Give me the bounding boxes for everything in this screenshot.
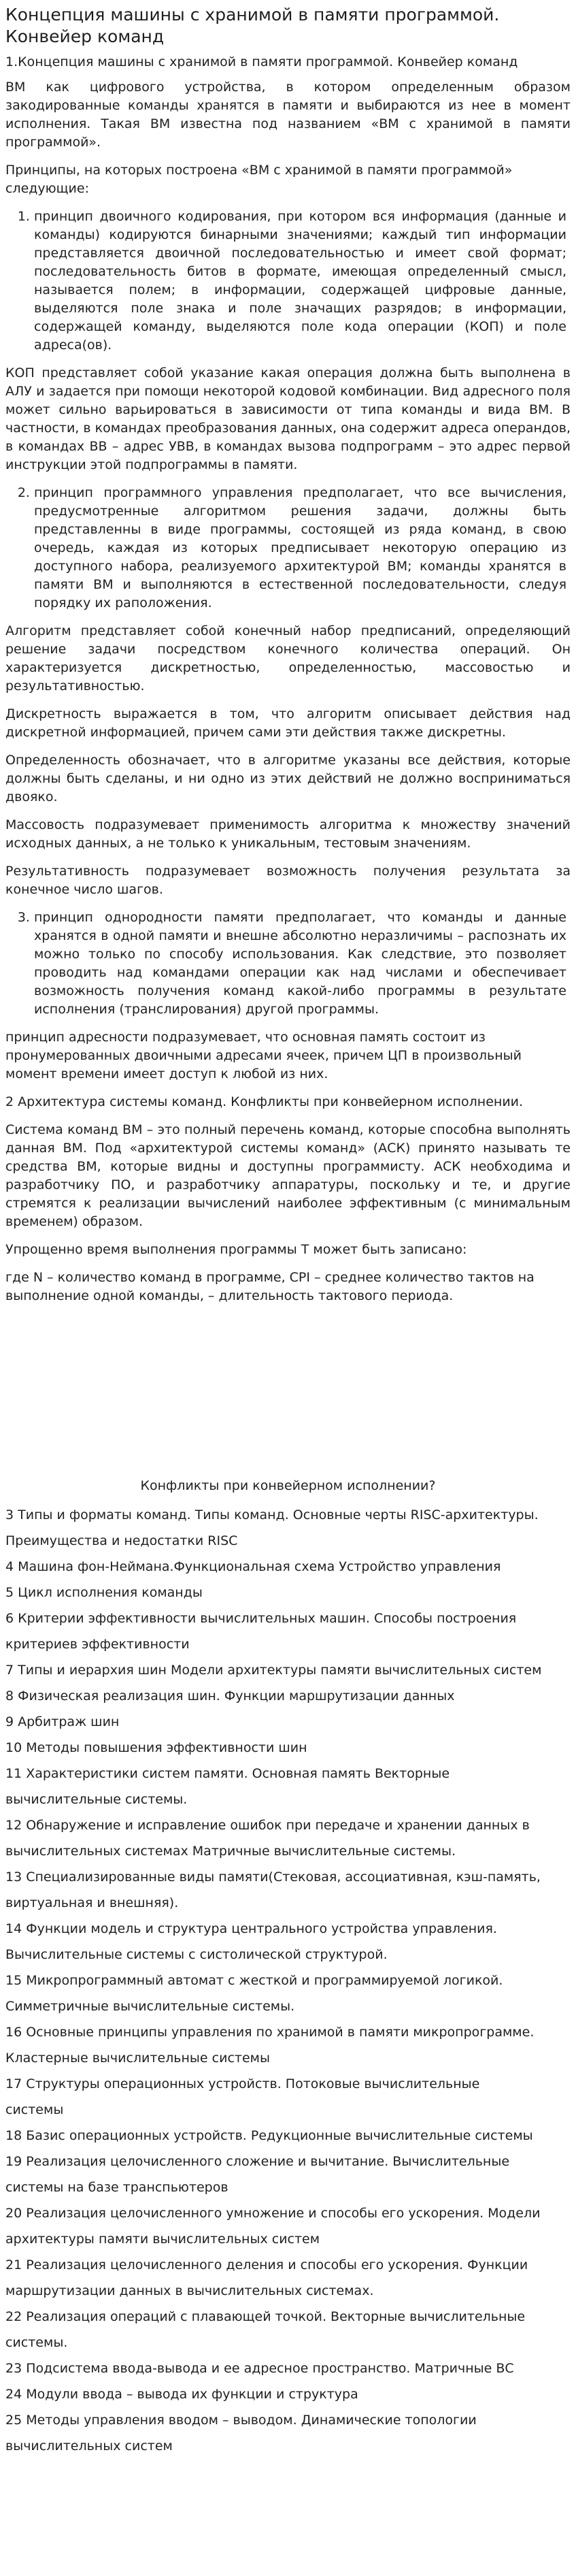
topic-line: Вычислительные системы с систолической структурой. xyxy=(5,1947,388,1962)
paragraph-isa: Система команд ВМ – это полный перечень команд, которые способна выполнять данная ВМ. Под «архитектурой системы команд» (АСК) принято называть те средства ВМ, которые видны и доступны программисту. АСК необходима и разработчику ПО, и разработчику аппаратуры, поскольку и те, и другие стремятся к реализации вычислений наиболее эффективным (с минимальным временем) образом. xyxy=(5,1122,571,1229)
topic-line: 13 Специализированные виды памяти(Стековая, ассоциативная, кэш-память, xyxy=(5,1870,541,1885)
topic-line: системы xyxy=(5,2102,64,2117)
topic-line: 20 Реализация целочисленного умножение и способы его ускорения. Модели xyxy=(5,2206,541,2221)
topic-line: Преимущества и недостатки RISC xyxy=(5,1533,238,1548)
paragraph-effectiveness: Результативность подразумевает возможность получения результата за конечное число шагов. xyxy=(5,864,571,897)
topic-line: 23 Подсистема ввода-вывода и ее адресное пространство. Матричные ВС xyxy=(5,2361,514,2376)
paragraph-algorithm: Алгоритм представляет собой конечный набор предписаний, определяющий решение задачи посредством конечного количества операций. Он характеризуется дискретностью, определенностью, массовостью и результативностью. xyxy=(5,623,571,694)
paragraph-addressing: принцип адресности подразумевает, что основная память состоит из пронумерованных двоичными адресами ячеек, причем ЦП в произвольный момент времени имеет доступ к любой из них. xyxy=(5,1030,522,1081)
topic-line: 19 Реализация целочисленного сложение и вычитание. Вычислительные xyxy=(5,2154,510,2169)
topic-line: виртуальная и внешняя). xyxy=(5,1895,179,1910)
topic-line: архитектуры памяти вычислительных систем xyxy=(5,2232,320,2247)
blank-gap xyxy=(5,1315,571,1477)
paragraph-discreteness: Дискретность выражается в том, что алгоритм описывает действия над дискретной информацией, причем сами эти действия также дискретны. xyxy=(5,706,571,740)
paragraph-principles-intro: Принципы, на которых построена «ВМ с хранимой в памяти программой» следующие: xyxy=(5,163,513,196)
topic-line: 8 Физическая реализация шин. Функции маршрутизации данных xyxy=(5,1689,455,1703)
principles-list-2 xyxy=(5,484,571,613)
topic-line: 5 Цикл исполнения команды xyxy=(5,1585,203,1600)
principles-list-1 xyxy=(5,208,571,355)
paragraph-exec-time: Упрощенно время выполнения программы T может быть записано: xyxy=(5,1242,467,1257)
principles-list-3 xyxy=(5,909,571,1019)
topic-line: 7 Типы и иерархия шин Модели архитектуры памяти вычислительных систем xyxy=(5,1663,542,1678)
topic-line: 10 Методы повышения эффективности шин xyxy=(5,1740,307,1755)
topic-line: 15 Микропрограммный автомат с жесткой и программируемой логикой. xyxy=(5,1973,503,1988)
principle-program-control: 2. принцип программного управления предполагает, что все вычисления, предусмотренные алгоритмом решения задачи, должны быть представленны в виде программы, состоящей из ряда команд, в свою очередь, каждая из которых предписывает некоторую операцию из доступного набора, реализуемого архитектурой ВМ; команды хранятся в памяти ВМ и выполняются в естественной последовательности, следуя порядку их раположения. xyxy=(34,484,571,613)
topic-line: Кластерные вычислительные системы xyxy=(5,2051,270,2066)
topic-line: маршрутизации данных в вычислительных системах. xyxy=(5,2283,374,2298)
topic-line: критериев эффективности xyxy=(5,1637,190,1652)
paragraph-vm-definition: ВМ как цифрового устройства, в котором определенным образом закодированные команды хранятся в памяти и выбираются из нее в момент исполнения. Такая ВМ известна под названием «ВМ с хранимой в памяти программой». xyxy=(5,80,571,150)
topic-line: 17 Структуры операционных устройств. Потоковые вычислительные xyxy=(5,2076,480,2091)
document-page xyxy=(0,4,576,2459)
principle-binary-coding: 1. принцип двоичного кодирования, при котором вся информация (данные и команды) кодируются бинарными значениями; каждый тип информации представляется двоичной последовательностью и имеет свой формат; последовательность битов в формате, имеющая определенный смысл, называется полем; в информации, содержащей цифровые данные, выделяются поле знака и поле значащих разрядов; в информации, содержащей команду, выделяются поле кода операции (КОП) и поле адреса(ов). xyxy=(34,208,571,355)
topic-line: 16 Основные принципы управления по хранимой в памяти микропрограмме. xyxy=(5,2025,535,2040)
topic-line: 9 Арбитраж шин xyxy=(5,1714,120,1729)
topic-line: вычислительных системах Матричные вычислительные системы. xyxy=(5,1844,456,1859)
topic-line: 21 Реализация целочисленного деления и способы его ускорения. Функции xyxy=(5,2257,528,2272)
topic-line: 12 Обнаружение и исправление ошибок при передаче и хранении данных в xyxy=(5,1818,530,1833)
topics-list xyxy=(5,1502,571,2459)
topic-line: 3 Типы и форматы команд. Типы команд. Основные черты RISC-архитектуры. xyxy=(5,1507,539,1522)
topic-line: вычислительные системы. xyxy=(5,1792,188,1807)
topic-line: системы. xyxy=(5,2335,68,2350)
paragraph-definiteness: Определенность обозначает, что в алгоритме указаны все действия, которые должны быть сделаны, и ни одно из этих действий не должно восприниматься двояко. xyxy=(5,753,571,804)
section-heading-isa: 2 Архитектура системы команд. Конфликты при конвейерном исполнении. xyxy=(5,1094,524,1109)
topic-line: 6 Критерии эффективности вычислительных машин. Способы построения xyxy=(5,1611,517,1626)
section-subtitle: 1.Концепция машины с хранимой в памяти программой. Конвейер команд xyxy=(5,54,518,69)
paragraph-massiveness: Массовость подразумевает применимость алгоритма к множеству значений исходных данных, а не только к уникальным, тестовым значениям. xyxy=(5,817,571,851)
topic-line: 18 Базис операционных устройств. Редукционные вычислительные системы xyxy=(5,2128,533,2143)
page-title: Концепция машины с хранимой в памяти программой. Конвейер команд xyxy=(5,5,500,46)
topic-line: 22 Реализация операций с плавающей точкой. Векторные вычислительные xyxy=(5,2309,526,2324)
topic-line: 24 Модули ввода – вывода их функции и структура xyxy=(5,2387,358,2402)
topic-line: Симметричные вычислительные системы. xyxy=(5,1999,295,2014)
conflicts-heading: Конфликты при конвейерном исполнении? xyxy=(140,1478,436,1493)
topic-line: 25 Методы управления вводом – выводом. Динамические топологии xyxy=(5,2413,477,2428)
topic-line: 14 Функции модель и структура центрального устройства управления. xyxy=(5,1921,497,1936)
principle-memory-homogeneity: 3. принцип однородности памяти предполагает, что команды и данные хранятся в одной памяти и внешне абсолютно неразличимы – распознать их можно только по способу использования. Как следствие, это позволяет проводить над командами операции как над числами и обеспечивает возможность получения команд какой-либо программы в результате исполнения (транслирования) другой программы. xyxy=(34,909,571,1019)
topic-line: системы на базе транспьютеров xyxy=(5,2180,228,2195)
topic-line: вычислительных систем xyxy=(5,2439,173,2453)
topic-line: 4 Машина фон-Неймана.Функциональная схема Устройство управления xyxy=(5,1559,501,1574)
paragraph-kop: КОП представляет собой указание какая операция должна быть выполнена в АЛУ и задается при помощи некоторой кодовой комбинации. Вид адресного поля может сильно варьироваться в зависимости от типа команды и вида ВМ. В частности, в командах преобразования данных, она содержит адреса операндов, в командах ВВ – адрес УВВ, в командах вызова подпрограмм – это адрес первой инструкции этой подпрограммы в памяти. xyxy=(5,365,571,472)
paragraph-exec-time-legend: где N – количество команд в программе, CPI – среднее количество тактов на выполнение одной команды, – длительность тактового периода. xyxy=(5,1270,535,1303)
topic-line: 11 Характеристики систем памяти. Основная память Векторные xyxy=(5,1766,450,1781)
